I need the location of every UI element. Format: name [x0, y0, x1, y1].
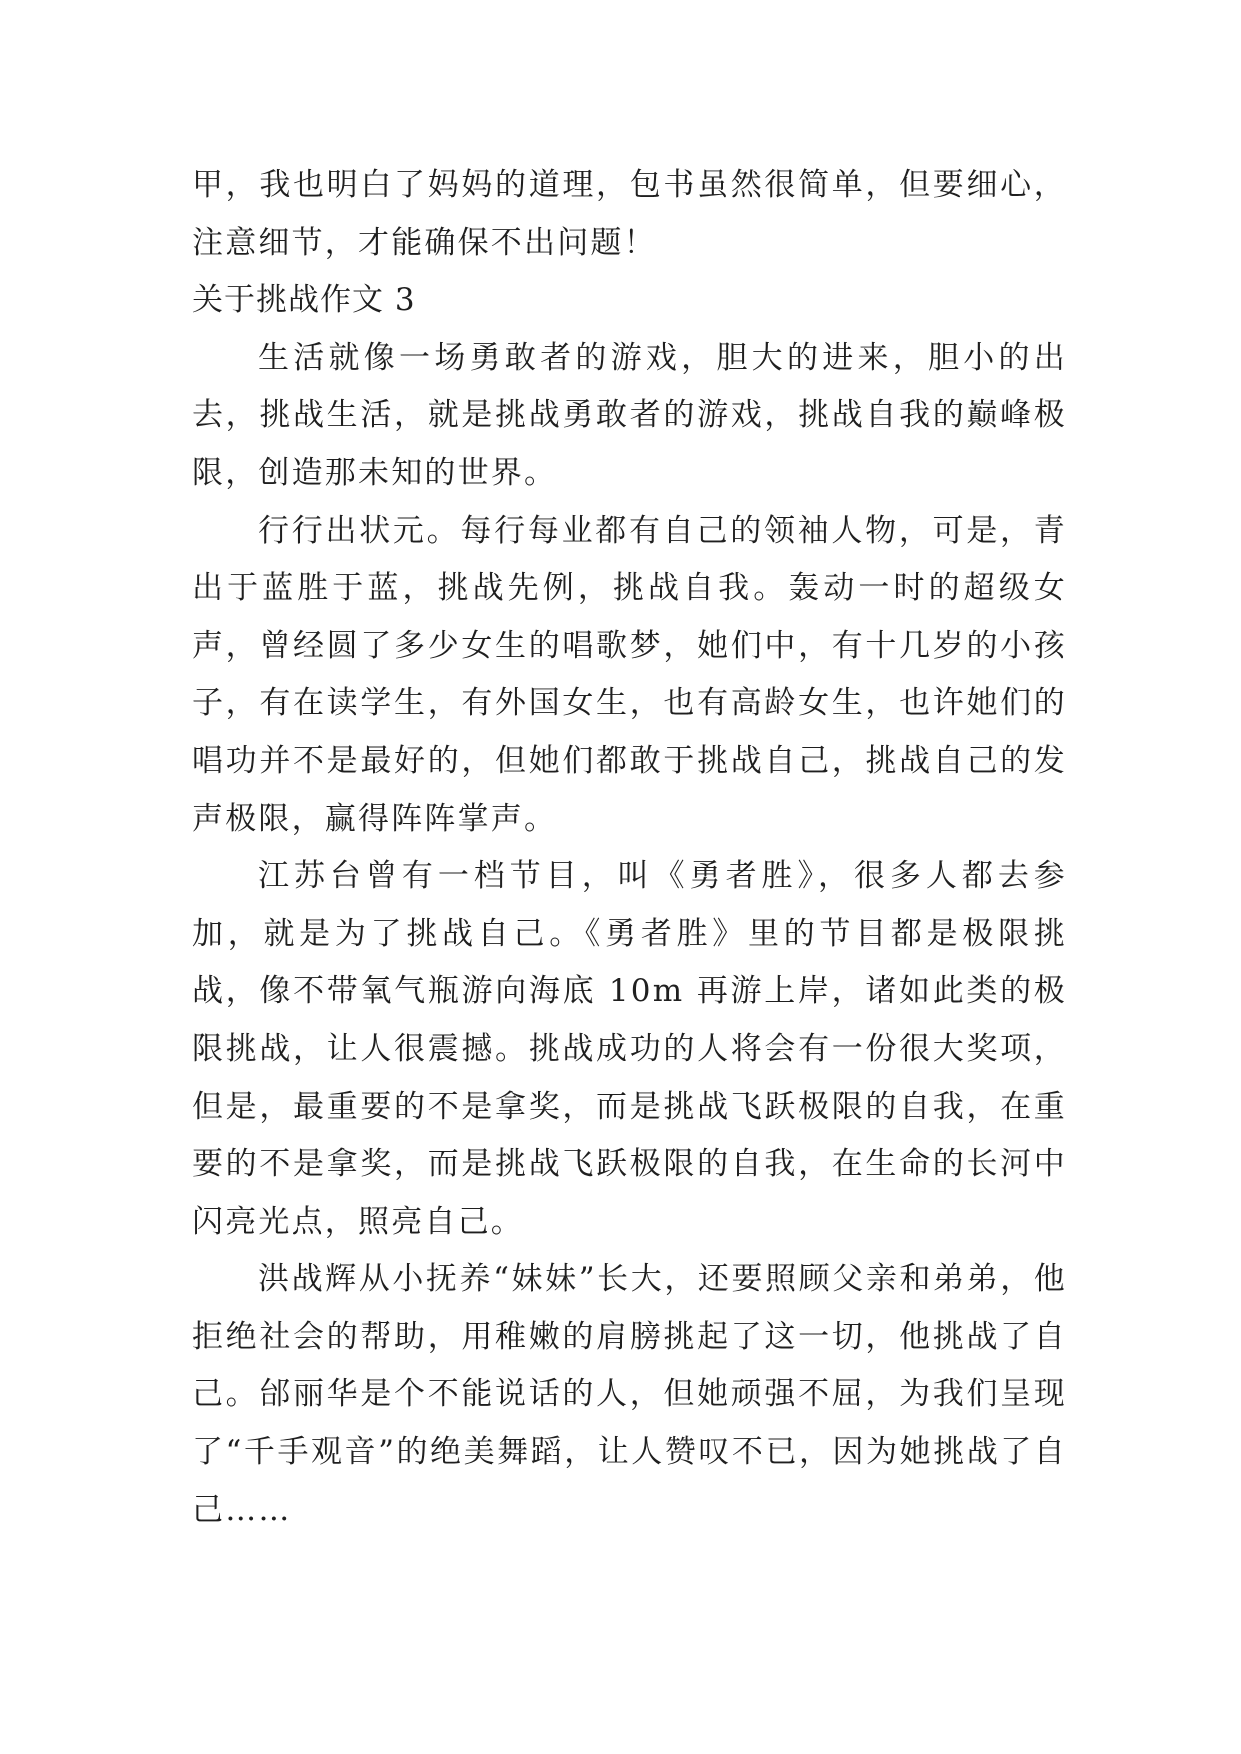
body-paragraph-2: 行行出状元。每行每业都有自己的领袖人物，可是，青出于蓝胜于蓝，挑战先例，挑战自我。轰动一时的超级女声，曾经圆了多少女生的唱歌梦，她们中，有十几岁的小孩子，有在读学生，有外国女生，也有高龄女生，也许她们的唱功并不是最好的，但她们都敢于挑战自己，挑战自己的发声极限，赢得阵阵掌声。: [192, 512, 1067, 837]
body-paragraph-1: 生活就像一场勇敢者的游戏，胆大的进来，胆小的出去，挑战生活，就是挑战勇敢者的游戏，挑战自我的巅峰极限，创造那未知的世界。: [192, 339, 1067, 491]
document-body: [192, 157, 1067, 1539]
body-paragraph-3: 江苏台曾有一档节目，叫《勇者胜》，很多人都去参加，就是为了挑战自己。《勇者胜》里的节目都是极限挑战，像不带氧气瓶游向海底 10m 再游上岸，诸如此类的极限挑战，让人很震撼。挑战成功的人将会有一份很大奖项，但是，最重要的不是拿奖，而是挑战飞跃极限的自我，在重要的不是拿奖，而是挑战飞跃极限的自我，在生命的长河中闪亮光点，照亮自己。: [192, 858, 1067, 1240]
continuation-paragraph: 甲，我也明白了妈妈的道理，包书虽然很简单，但要细心，注意细节，才能确保不出问题！: [192, 167, 1067, 261]
section-heading: 关于挑战作文 3: [192, 282, 416, 319]
body-paragraph-4: 洪战辉从小抚养“妹妹”长大，还要照顾父亲和弟弟，他拒绝社会的帮助，用稚嫩的肩膀挑起了这一切，他挑战了自己。邰丽华是个不能说话的人，但她顽强不屈，为我们呈现了“千手观音”的绝美舞蹈，让人赞叹不已，因为她挑战了自己……: [192, 1261, 1067, 1528]
